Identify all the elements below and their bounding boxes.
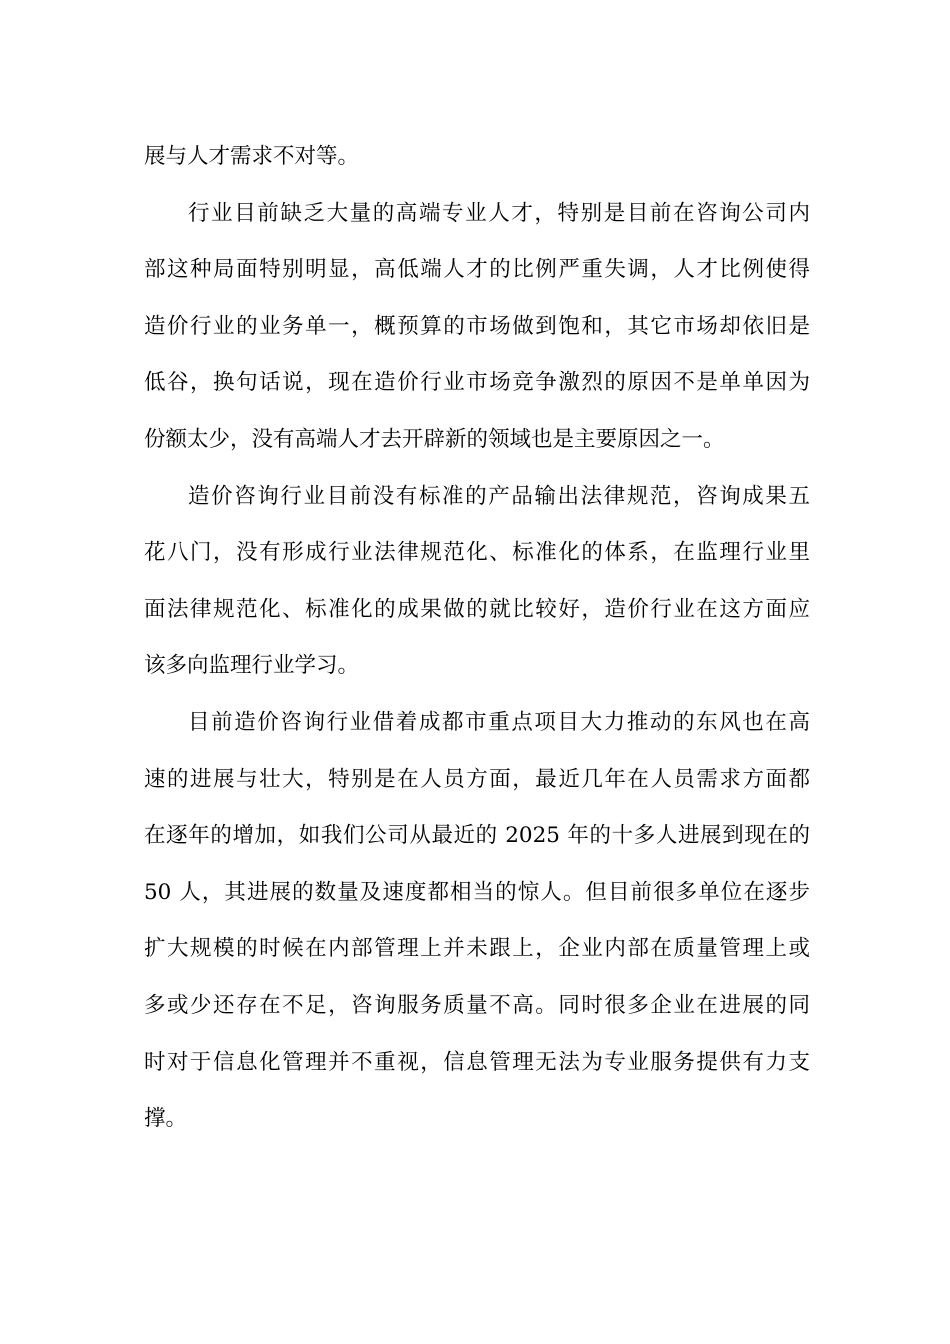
text-line: 时对于信息化管理并不重视，信息管理无法为专业服务提供有力支 — [144, 1049, 810, 1075]
text-line: 50 人，其进展的数量及速度都相当的惊人。但目前很多单位在逐步 — [144, 879, 810, 905]
document-body — [144, 129, 810, 1148]
text-line: 撑。 — [144, 1106, 188, 1132]
text-line: 多或少还存在不足，咨询服务质量不高。同时很多企业在进展的同 — [144, 992, 810, 1018]
text-line: 花八门，没有形成行业法律规范化、标准化的体系，在监理行业里 — [144, 540, 810, 566]
paragraph-3 — [144, 469, 810, 695]
text-line: 造价咨询行业目前没有标准的产品输出法律规范，咨询成果五 — [188, 483, 810, 509]
text-line: 目前造价咨询行业借着成都市重点项目大力推动的东风也在高 — [188, 709, 810, 735]
text-line: 在逐年的增加，如我们公司从最近的 2025 年的十多人进展到现在的 — [144, 823, 810, 849]
text-line: 部这种局面特别明显，高低端人才的比例严重失调，人才比例使得 — [144, 257, 810, 283]
text-line: 份额太少，没有高端人才去开辟新的领域也是主要原因之一。 — [144, 426, 725, 452]
paragraph-1 — [144, 129, 810, 186]
text-line: 该多向监理行业学习。 — [144, 653, 360, 679]
text-line: 扩大规模的时候在内部管理上并未跟上，企业内部在质量管理上或 — [144, 936, 810, 962]
text-line: 速的进展与壮大，特别是在人员方面，最近几年在人员需求方面都 — [144, 766, 810, 792]
text-line: 低谷，换句话说，现在造价行业市场竞争激烈的原因不是单单因为 — [144, 370, 810, 396]
paragraph-4 — [144, 695, 810, 1148]
text-line: 展与人才需求不对等。 — [144, 144, 360, 169]
text-line: 造价行业的业务单一，概预算的市场做到饱和，其它市场却依旧是 — [144, 313, 810, 339]
paragraph-2 — [144, 186, 810, 469]
text-line: 面法律规范化、标准化的成果做的就比较好，造价行业在这方面应 — [144, 596, 810, 622]
text-line: 行业目前缺乏大量的高端专业人才，特别是目前在咨询公司内 — [188, 200, 810, 226]
